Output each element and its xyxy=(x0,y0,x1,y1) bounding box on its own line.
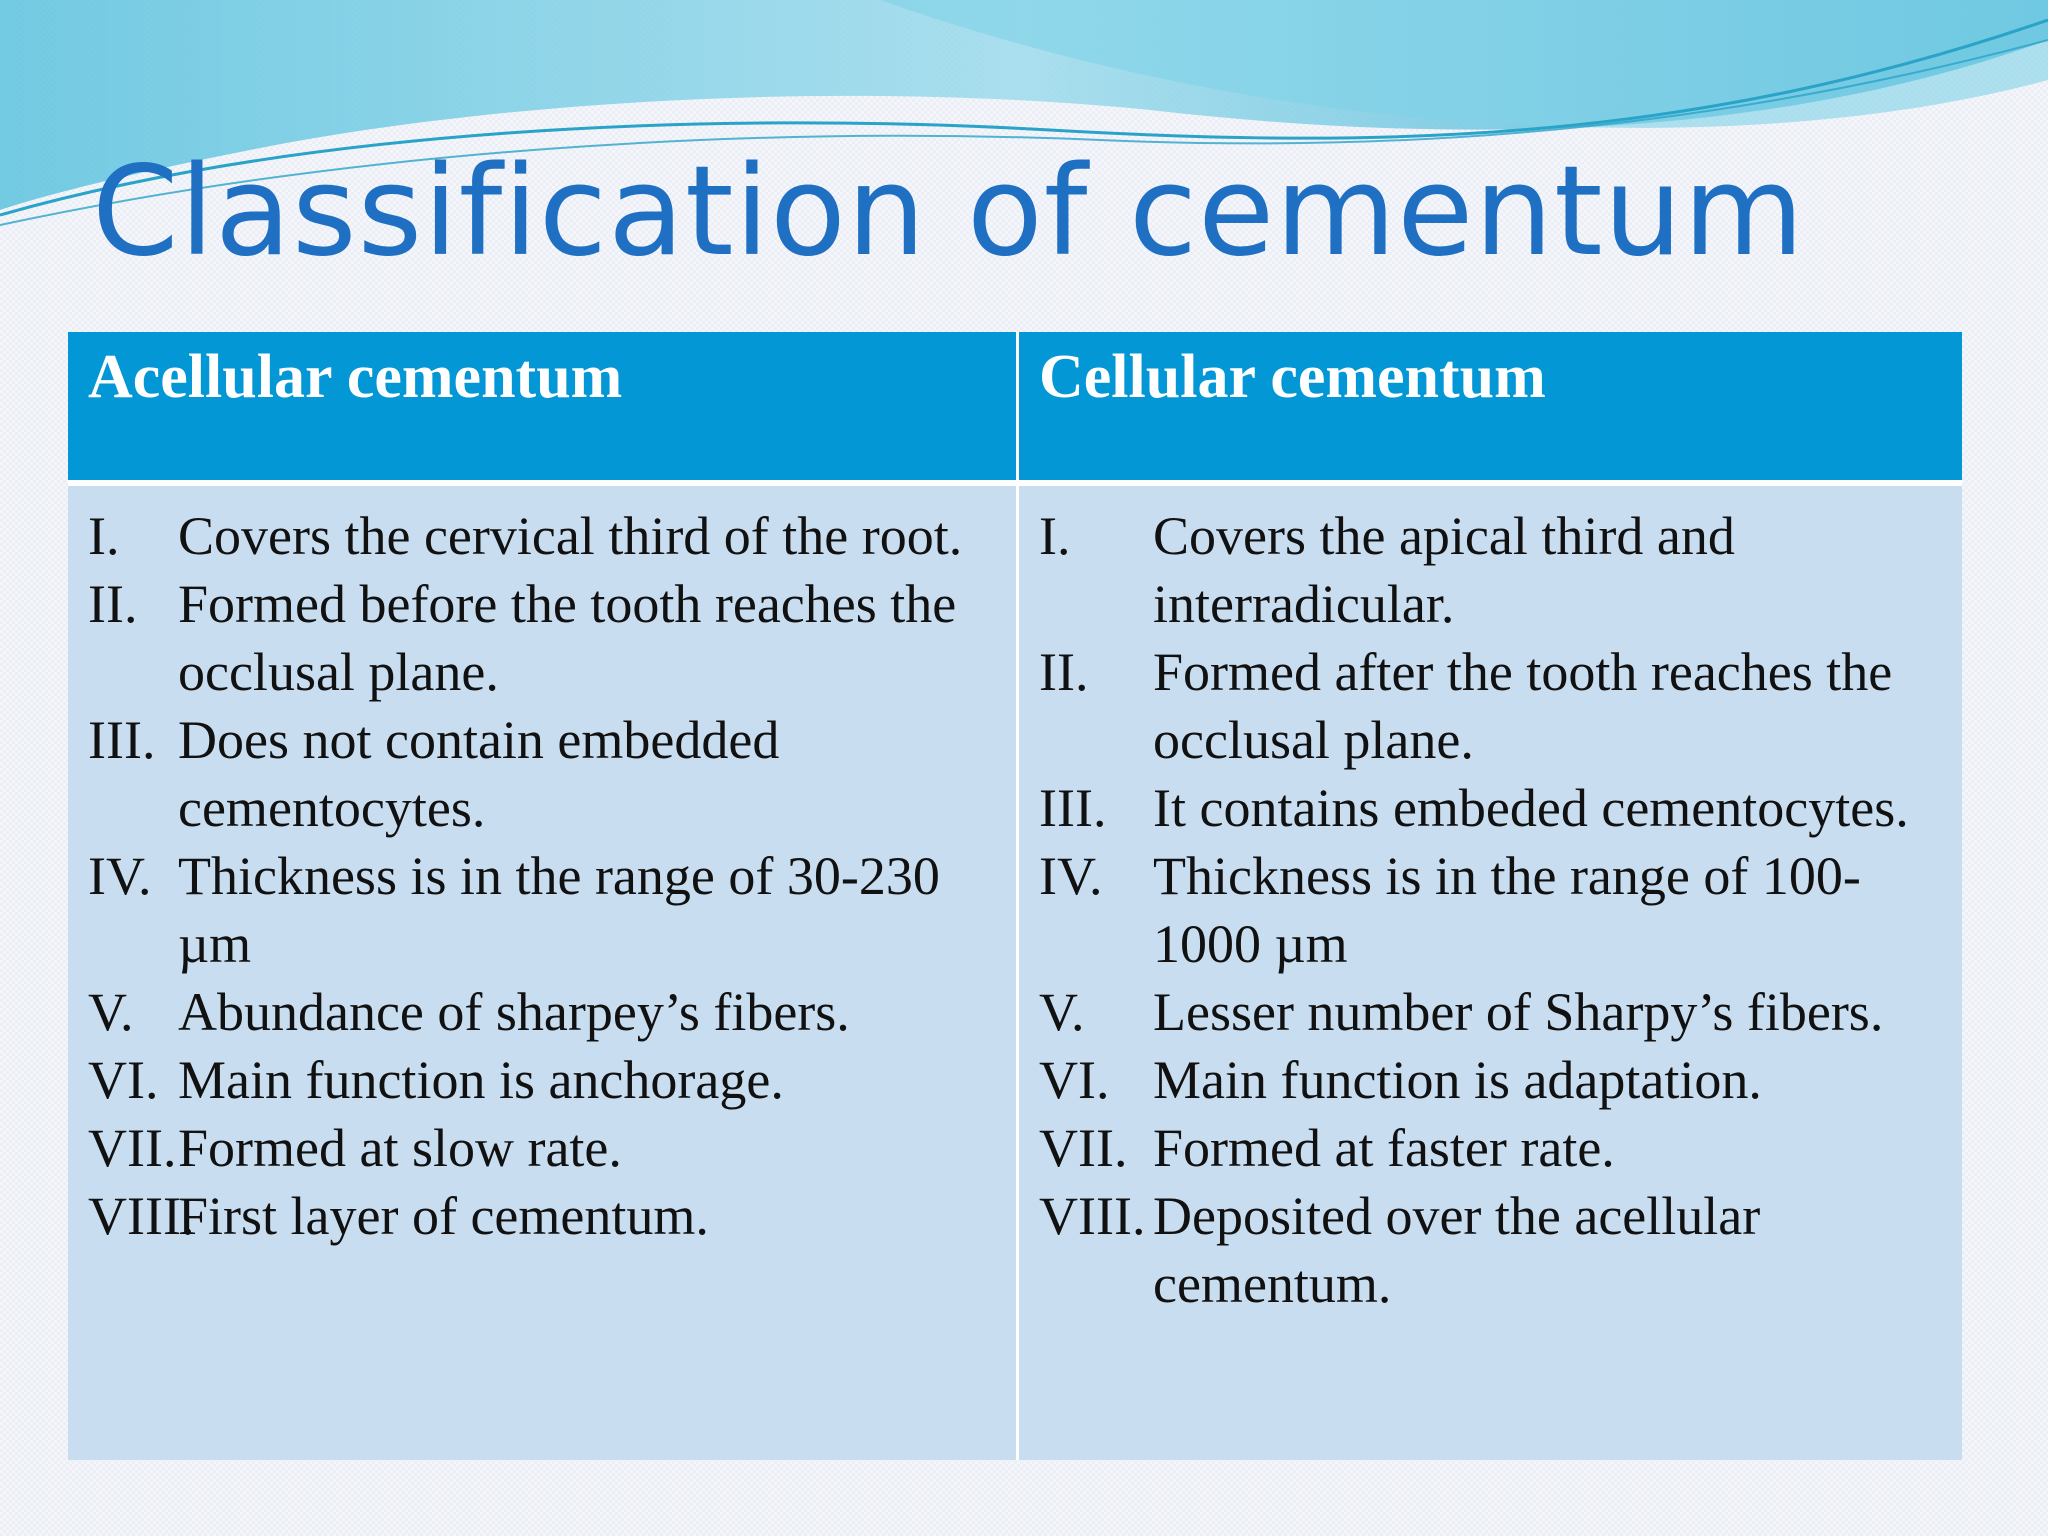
list-item xyxy=(88,502,996,570)
item-number: IV. xyxy=(1039,846,1103,906)
list-item xyxy=(88,570,996,706)
item-number: I. xyxy=(88,506,120,566)
item-text: It contains embeded cementocytes. xyxy=(1153,778,1909,838)
item-number: I. xyxy=(1039,506,1071,566)
list-item xyxy=(88,1046,996,1114)
acellular-column xyxy=(68,480,1016,1460)
list-item xyxy=(1039,1182,1942,1318)
list-item xyxy=(1039,978,1942,1046)
list-item xyxy=(1039,842,1942,978)
item-text: Deposited over the acellular cementum. xyxy=(1153,1186,1761,1314)
list-item xyxy=(88,978,996,1046)
list-item xyxy=(88,1182,996,1250)
list-item xyxy=(88,1114,996,1182)
list-item xyxy=(88,842,996,978)
item-number: VIII. xyxy=(1039,1186,1146,1246)
header-acellular: Acellular cementum xyxy=(68,332,1016,480)
item-number: VII. xyxy=(1039,1118,1128,1178)
item-number: VI. xyxy=(88,1050,159,1110)
item-number: II. xyxy=(1039,642,1089,702)
item-text: Formed at faster rate. xyxy=(1153,1118,1615,1178)
item-text: Covers the apical third and interradicular. xyxy=(1153,506,1735,634)
cellular-column xyxy=(1016,480,1962,1460)
item-text: Thickness is in the range of 100-1000 µm xyxy=(1153,846,1861,974)
item-text: Formed before the tooth reaches the occlusal plane. xyxy=(178,574,957,702)
item-number: V. xyxy=(1039,982,1085,1042)
item-text: Main function is anchorage. xyxy=(178,1050,784,1110)
item-text: Formed after the tooth reaches the occlusal plane. xyxy=(1153,642,1893,770)
item-text: Main function is adaptation. xyxy=(1153,1050,1762,1110)
classification-table xyxy=(68,332,1962,1460)
item-number: III. xyxy=(1039,778,1107,838)
item-text: Thickness is in the range of 30-230 µm xyxy=(178,846,940,974)
item-number: VI. xyxy=(1039,1050,1110,1110)
item-number: II. xyxy=(88,574,138,634)
item-text: Does not contain embedded cementocytes. xyxy=(178,710,780,838)
item-number: VIII. xyxy=(88,1186,195,1246)
list-item xyxy=(1039,1046,1942,1114)
item-number: III. xyxy=(88,710,156,770)
item-number: IV. xyxy=(88,846,152,906)
list-item xyxy=(1039,502,1942,638)
item-number: VII. xyxy=(88,1118,177,1178)
list-item xyxy=(1039,774,1942,842)
header-cellular: Cellular cementum xyxy=(1016,332,1962,480)
item-text: First layer of cementum. xyxy=(178,1186,709,1246)
item-text: Formed at slow rate. xyxy=(178,1118,622,1178)
slide-title: Classification of cementum xyxy=(92,140,1805,284)
list-item xyxy=(1039,638,1942,774)
item-text: Lesser number of Sharpy’s fibers. xyxy=(1153,982,1884,1042)
item-text: Abundance of sharpey’s fibers. xyxy=(178,982,850,1042)
item-number: V. xyxy=(88,982,134,1042)
item-text: Covers the cervical third of the root. xyxy=(178,506,963,566)
list-item xyxy=(1039,1114,1942,1182)
list-item xyxy=(88,706,996,842)
